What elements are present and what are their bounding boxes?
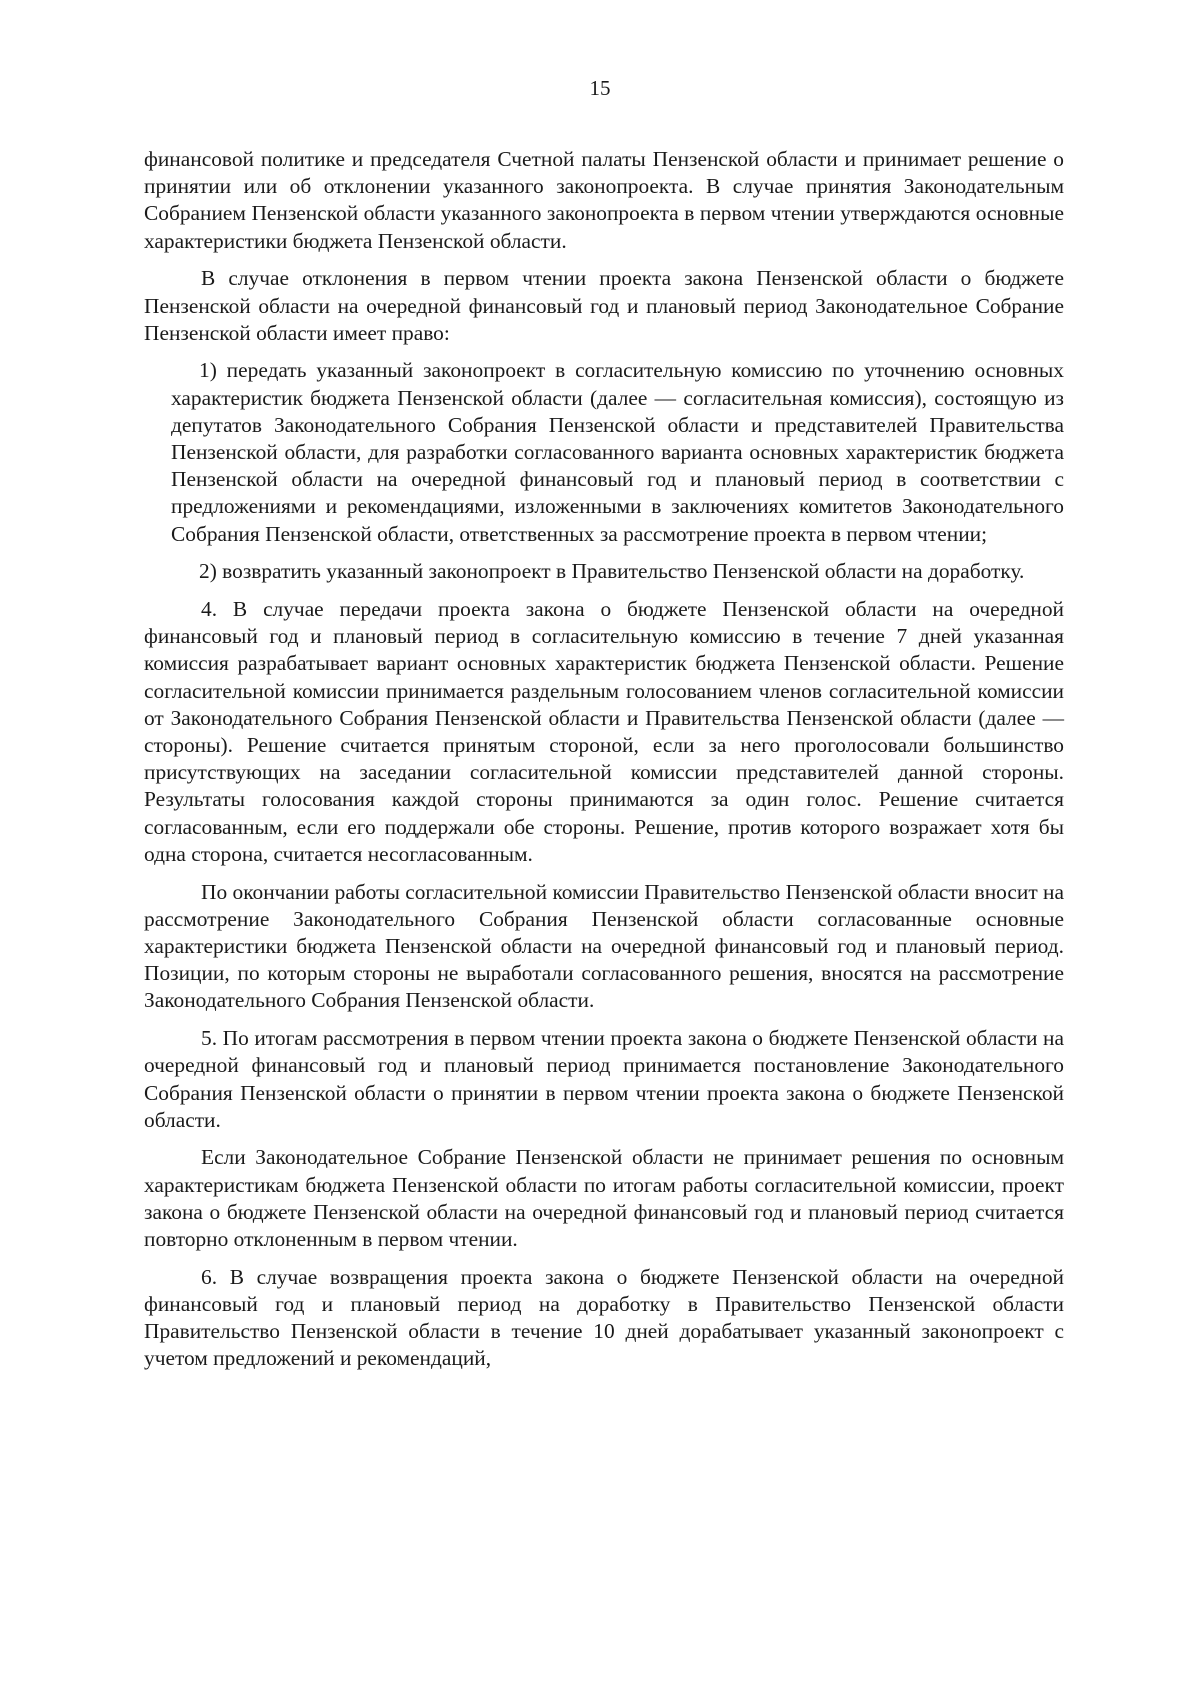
- paragraph-repeated-rejection: Если Законодательное Собрание Пензенской области не принимает решения по основным характеристикам бюджета Пензенской области по итогам работы согласительной комиссии, проект закона о бюджете Пензенской области на очередной финансовый год и плановый период считается повторно отклоненным в первом чтении.: [144, 1145, 1064, 1252]
- paragraph-commission-results: По окончании работы согласительной комиссии Правительство Пензенской области вносит на рассмотрение Законодательного Собрания Пензенской области согласованные основные характеристики бюджета Пензенской области на очередной финансовый год и плановый период. Позиции, по которым стороны не выработали согласованного решения, вносятся на рассмотрение Законодательного Собрания Пензенской области.: [144, 879, 1064, 1013]
- list-item-1: 1) передать указанный законопроект в согласительную комиссию по уточнению основных характеристик бюджета Пензенской области (далее — согласительная комиссия), состоящую из депутатов Законодательного Собрания Пензенской области и представителей Правительства Пензенской области, для разработки согласованного варианта основных характеристик бюджета Пензенской области на очередной финансовый год и плановый период в соответствии с предложениями и рекомендациями, изложенными в заключениях комитетов Законодательного Собрания Пензенской области, ответственных за рассмотрение проекта в первом чтении;: [171, 358, 1064, 546]
- paragraph-continuation: финансовой политике и председателя Счетной палаты Пензенской области и принимает решение о принятии или об отклонении указанного законопроекта. В случае принятия Законодательным Собранием Пензенской области указанного законопроекта в первом чтении утверждаются основные характеристики бюджета Пензенской области.: [144, 147, 1064, 253]
- page-number: 15: [589, 76, 611, 100]
- paragraph-section-6: 6. В случае возвращения проекта закона о бюджете Пензенской области на очередной финансовый год и плановый период на доработку в Правительство Пензенской области Правительство Пензенской области в течение 10 дней дорабатывает указанный законопроект с учетом предложений и рекомендаций,: [144, 1264, 1064, 1371]
- paragraph-section-5: 5. По итогам рассмотрения в первом чтении проекта закона о бюджете Пензенской области на очередной финансовый год и плановый период принимается постановление Законодательного Собрания Пензенской области о принятии в первом чтении проекта закона о бюджете Пензенской области.: [144, 1026, 1064, 1132]
- paragraph-rejection-rights: В случае отклонения в первом чтении проекта закона Пензенской области о бюджете Пензенской области на очередной финансовый год и плановый период Законодательное Собрание Пензенской области имеет право:: [144, 266, 1064, 345]
- document-body: [144, 146, 1064, 1383]
- list-item-2: 2) возвратить указанный законопроект в Правительство Пензенской области на доработку.: [199, 559, 1025, 584]
- paragraph-section-4: 4. В случае передачи проекта закона о бюджете Пензенской области на очередной финансовый год и плановый период в согласительную комиссию в течение 7 дней указанная комиссия разрабатывает вариант основных характеристик бюджета Пензенской области. Решение согласительной комиссии принимается раздельным голосованием членов согласительной комиссии от Законодательного Собрания Пензенской области и Правительства Пензенской области (далее — стороны). Решение считается принятым стороной, если за него проголосовали большинство присутствующих на заседании согласительной комиссии представителей данной стороны. Результаты голосования каждой стороны принимаются за один голос. Решение считается согласованным, если его поддержали обе стороны. Решение, против которого возражает хотя бы одна сторона, считается несогласованным.: [144, 597, 1064, 866]
